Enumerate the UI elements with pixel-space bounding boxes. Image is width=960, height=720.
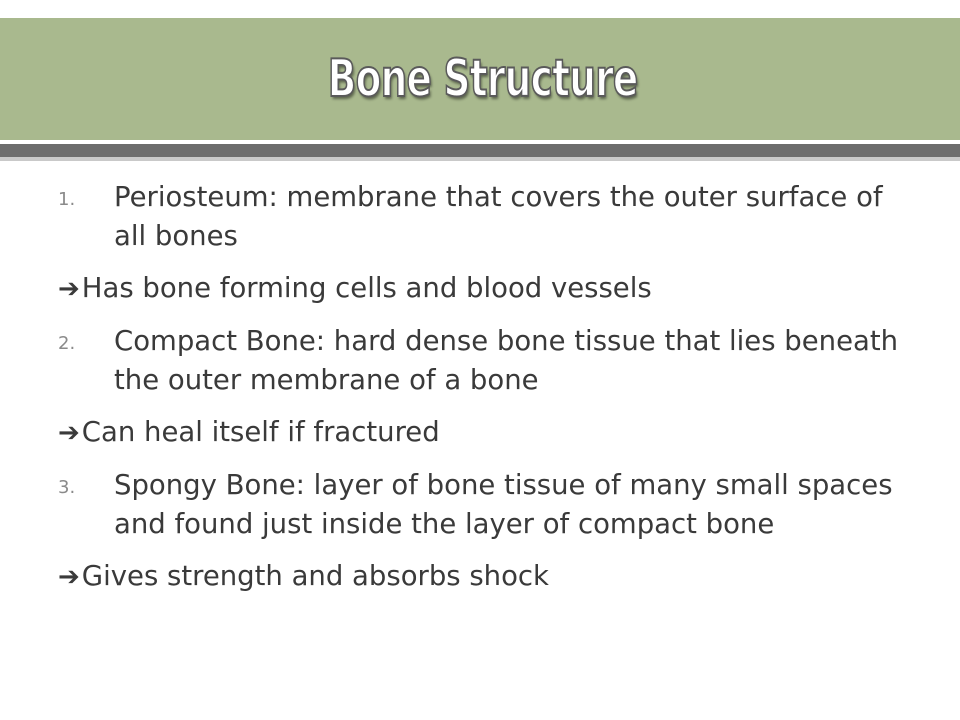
list-number: 3. [58,477,76,498]
note-text: Gives strength and absorbs shock [81,560,549,592]
list-item-text: Periosteum: membrane that covers the outer surface of all bones [114,181,883,252]
note-periosteum [58,269,918,309]
list-item-spongy-bone [58,466,918,544]
list-number: 1. [58,189,76,210]
right-arrow-icon: ➔ [58,562,80,592]
note-text: Has bone forming cells and blood vessels [81,272,652,304]
list-item-compact-bone [58,322,918,400]
note-spongy-bone [58,557,918,597]
slide-body [58,178,918,610]
list-item-text: Spongy Bone: layer of bone tissue of many small spaces and found just inside the layer of compact bone [114,469,893,540]
right-arrow-icon: ➔ [58,274,80,304]
slide-title: Bone Structure [327,49,638,109]
list-number: 2. [58,333,76,354]
list-item-text: Compact Bone: hard dense bone tissue that lies beneath the outer membrane of a bone [114,325,899,396]
list-item-periosteum [58,178,918,256]
title-divider [0,144,960,157]
right-arrow-icon: ➔ [58,418,80,448]
note-text: Can heal itself if fractured [81,416,440,448]
note-compact-bone [58,413,918,453]
title-divider-highlight [0,157,960,161]
